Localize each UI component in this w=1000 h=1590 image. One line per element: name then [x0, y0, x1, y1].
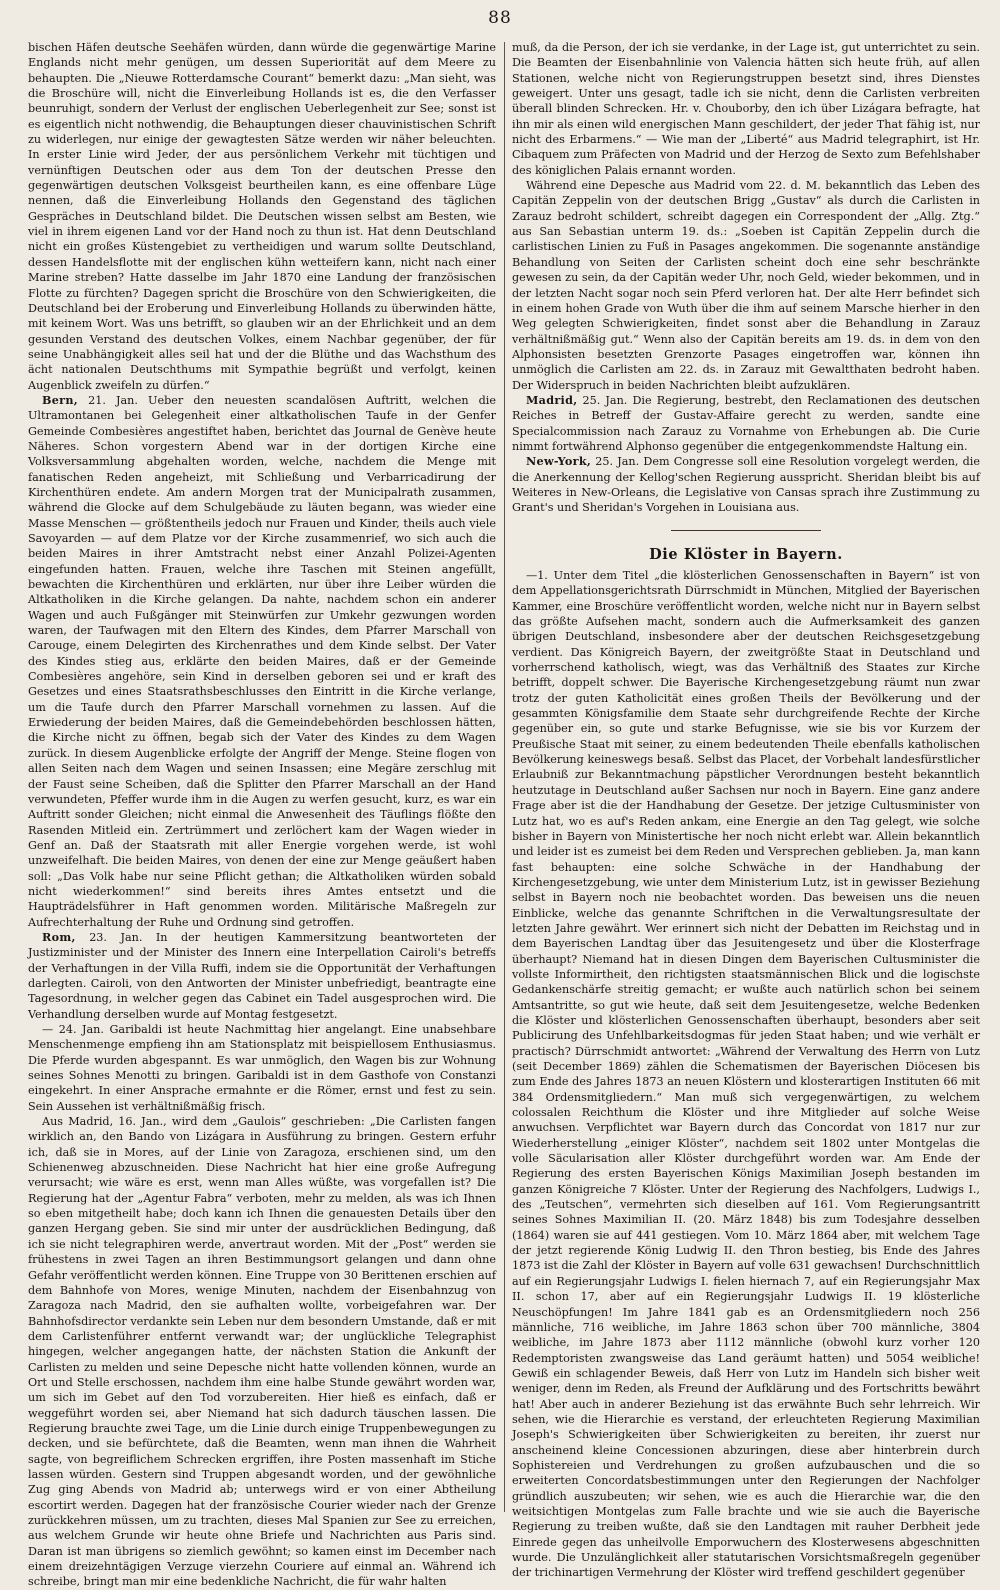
body-text: —1. Unter dem Titel „die klösterlichen Genossenschaften in Bayern“ ist von dem Appellationsgerichtsrath Dürrschmidt in München, Mitglied der Bayerischen Kammer, eine Broschüre veröffentlicht worden, welche nicht nur in Bayern selbst das größte Aufsehen macht, sondern auch die Aufmerksamkeit des ganzen übrigen Deutschland, insbesondere aber der deutschen Reichsgesetzgebung verdient. Das Königreich Bayern, der zweitgrößte Staat in Deutschland und vorherrschend katholisch, wiegt, was das Verhältniß des Staates zur Kirche betrifft, doppelt schwer. Die Bayerische Kirchengesetzgebung räumt nun zwar trotz der guten Katholicität eines großen Theils der Bevölkerung und der gesammten Königsfamilie dem Staate sehr durchgreifende Rechte der Kirche gegenüber ein, so gute und starke Befugnisse, wie sie bis vor Kurzem der Preußische Staat mit seiner, zu einem bedeutenden Theile ebenfalls katholischen Bevölkerung keineswegs besaß. Selbst das Placet, der Vorbehalt landesfürstlicher Erlaubniß zur Bekanntmachung päpstlicher Verordnungen besteht bekanntlich heutzutage in Deutschland außer Sachsen nur noch in Bayern. Eine ganz andere Frage aber ist die der Handhabung der Gesetze. Der jetzige Cultusminister von Lutz hat, wo es auf's Reden ankam, eine Energie an den Tag gelegt, wie solche bisher in Bayern von Ministertische her noch nicht erlebt war. Allein bekanntlich und leider ist es zumeist bei dem Reden und Versprechen geblieben. Ja, man kann fast behaupten: eine solche Schwäche in der Handhabung der Kirchengesetzgebung, wie unter dem Ministerium Lutz, ist in gewisser Beziehung selbst in Bayern noch nie beobachtet worden. Das beweisen uns die neuen Einblicke, welche das genannte Schriftchen in die Verwaltungsresultate der letzten Jahre gewährt. Wer erinnert sich nicht der Debatten im Reichstag und in dem Bayerischen Landtag über das Jesuitengesetz und über die Klosterfrage überhaupt? Niemand hat in diesen Dingen dem Bayerischen Cultusminister die vollste Informirtheit, den richtigsten staatsmännischen Blick und die logischste Gedankenschärfe streitig gemacht; er wußte auch natürlich schon bei seinem Amtsantritte, so gut wie heute, daß seit dem Jesuitengesetze, welche Bedenken die Klöster und klösterlichen Genossenschaften überhaupt, besonders aber seit Publicirung des Unfehlbarkeitsdogmas für jeden Staat haben; und wie verhält er practisch? Dürrschmidt antwortet: „Während der Verwaltung des Herrn von Lutz (seit December 1869) zählen die Schematismen der Bayerischen Diöcesen bis zum Ende des Jahres 1873 an neuen Klöstern und klosterartigen Instituten 66 mit 384 Ordensmitgliedern.“ Man muß sich vergegenwärtigen, zu welchem colossalen Reichthum die Klöster und ihre Mitglieder auf solche Weise anwuchsen. Verpflichtet war Bayern durch das Concordat von 1817 nur zur Wiederherstellung „einiger Klöster“, nachdem seit 1802 unter Montgelas die volle Säcularisation aller Klöster durchgeführt worden war. Am Ende der Regierung des ersten Bayerischen Königs Maximilian Joseph bestanden im ganzen Königreiche 7 Klöster. Unter der Regierung des Nachfolgers, Ludwigs I., des „Teutschen“, vermehrten sich dieselben auf 161. Vom Regierungsantritt seines Sohnes Maximilian II. (20. März 1848) bis zum Todesjahre desselben (1864) waren sie auf 441 gestiegen. Vom 10. März 1864 aber, mit welchem Tage der jetzt regierende König Ludwig II. den Thron bestieg, bis Ende des Jahres 1873 ist die Zahl der Klöster in Bayern auf volle 631 gewachsen! Durchschnittlich auf ein Regierungsjahr Ludwigs I. fielen hiernach 7, auf ein Regierungsjahr Max II. schon 17, aber auf ein Regierungsjahr Ludwigs II. 19 klösterliche Neuschöpfungen! Im Jahre 1841 gab es an Ordensmitgliedern noch 256 männliche, 716 weibliche, im Jahre 1863 schon über 700 männliche, 3804 weibliche, im Jahre 1873 aber 1112 männliche (obwohl kurz vorher 120 Redemptoristen zwangsweise das Land geräumt hatten) und 5054 weibliche! Gewiß ein schlagender Beweis, daß Herr von Lutz im Handeln sich bisher weit weniger, denn im Reden, als Freund der Aufklärung und des Fortschritts bewährt hat! Aber auch in anderer Beziehung ist das erwähnte Buch sehr lehrreich. Wir sehen, wie die Hierarchie es verstand, der erleuchteten Regierung Maximilian Joseph's Schwierigkeiten über Schwierigkeiten zu bereiten, ihr zuerst nur anscheinend kleine Concessionen abzuringen, diese aber hinterbrein durch Sophistereien und Verdrehungen zu großen aufzubauschen und die so erweiterten Concordatsbestimmungen unter den Regierungen der Nachfolger gründlich auszubeuten; wir sehen, wie es auch die Hierarchie war, die den weitsichtigen Montgelas zum Falle brachte und wie sie auch die Bayerische Regierung zu treiben wußte, daß sie den Landtagen mit rauher Derbheit jede Einrede gegen das unheilvolle Emporwuchern des Klosterwesens abgeschnitten wurde. Die Unzulänglichkeit aller statutarischen Vorsichtsmaßregeln gegenüber der trichinartigen Vermehrung der Klöster wird treffend geschildert gegenüber [512, 569, 980, 1580]
dateline-date: 21. Jan. [88, 393, 138, 407]
left-column [28, 40, 496, 1589]
paragraph [512, 568, 980, 1581]
body-text: Aus Madrid, 16. Jan., wird dem „Gaulois“ geschrieben: „Die Carlisten fangen wirklich an, den Bando von Lizágara in Ausführung zu bringen. Gestern erfuhr ich, daß sie in Mores, auf der Linie von Zaragoza, erschienen sind, um den Schienenweg abzuschneiden. Diese Nachricht hat hier eine große Aufregung verursacht; wie wäre es erst, wenn man Alles wüßte, was vorgefallen ist? Die Regierung hat der „Agentur Fabra“ verboten, mehr zu melden, als was ich Ihnen so eben mitgetheilt habe; doch kann ich Ihnen die genauesten Details über den ganzen Hergang geben. Sie sind mir unter der ausdrücklichen Bedingung, daß ich sie nicht telegraphiren werde, anvertraut worden. Mit der „Post“ werden sie frühestens in zwei Tagen an ihren Bestimmungsort gelangen und dann ohne Gefahr veröffentlicht werden können. Eine Truppe von 30 Berittenen erschien auf dem Bahnhofe von Mores, wenige Minuten, nachdem der Eisenbahnzug von Zaragoza nach Madrid, den sie aufhalten wollte, vorbeigefahren war. Der Bahnhofsdirector verdankte sein Leben nur dem besondern Umstande, daß er mit dem Carlistenführer entfernt verwandt war; der unglückliche Telegraphist hingegen, welcher angegangen hatte, der nächsten Station die Ankunft der Carlisten zu melden und seine Depesche nicht hatte vollenden können, wurde an Ort und Stelle erschossen, nachdem ihm eine halbe Stunde gewährt worden war, um sich im Gebet auf den Tod vorzubereiten. Hier hieß es einfach, daß er weggeführt worden sei, aber Niemand hat sich dadurch täuschen lassen. Die Regierung brauchte zwei Tage, um die Linie durch einige Truppenbewegungen zu decken, und sie befürchtete, daß die Beamten, wenn man ihnen die Wahrheit sagte, von begreiflichem Schrecken ergriffen, ihre Posten massenhaft im Stiche lassen würden. Gestern sind Truppen abgesandt worden, und der gewöhnliche Zug ging Abends von Madrid ab; unterwegs wird er von einer Abtheilung escortirt werden. Dagegen hat der französische Courier wieder nach der Grenze zurückkehren müssen, um zu trachten, dieses Mal Spanien zur See zu erreichen, aus welchem Grunde wir heute ohne Briefe und Nachrichten aus Paris sind. Daran ist man übrigens so ziemlich gewöhnt; so kamen einst im December nach einem dreizehntägigen Verzuge vierzehn Couriere auf einmal an. Während ich schreibe, bringt man mir eine bedenkliche Nachricht, die für wahr halten [28, 1115, 496, 1589]
news-item [512, 393, 980, 454]
body-text: In der heutigen Kammersitzung beantworteten der Justizminister und der Minister des Innern eine Interpellation Cairoli's betreffs der Verhaftungen in der Villa Ruffi, indem sie die Opportunität der Verhaftungen darlegten. Cairoli, von den Antworten der Minister unbefriedigt, beantragte eine Tagesordnung, in welcher gegen das Cabinet ein Tadel ausgesprochen wird. Die Verhandlung derselben wurde auf Montag festgesetzt. [28, 930, 496, 1021]
body-text: Ueber den neuesten scandalösen Auftritt, welchen die Ultramontanen bei Gelegenheit einer altkatholischen Taufe in der Genfer Gemeinde Combesières angestiftet haben, berichtet das Journal de Genève heute Näheres. Schon vorgestern Abend war in der dortigen Kirche eine Volksversammlung abgehalten worden, welche, nachdem die Menge mit fanatischen Reden angeheizt, mit Schließung und Verbarricadirung der Kirchenthüren endete. Am andern Morgen trat der Municipalrath zusammen, während die Glocke auf dem Schulgebäude zu läuten begann, was wieder eine Masse Menschen — größtentheils jedoch nur Frauen und Kinder, theils auch viele Savoyarden — auf dem Platze vor der Kirche zusammenrief, wo sich auch die beiden Maires in ihrer Amtstracht nebst einer Anzahl Polizei-Agenten eingefunden hatten. Frauen, welche ihre Taschen mit Steinen angefüllt, bewachten die Kirchenthüren und erklärten, nur über ihre Leiber würden die Altkatholiken in die Kirche gelangen. Da nahte, nachdem schon ein anderer Wagen und auch Fußgänger mit Steinwürfen zur Umkehr gezwungen worden waren, der Taufwagen mit den Eltern des Kindes, dem Pfarrer Marschall von Carouge, einem Delegirten des Kirchenrathes und dem Kinde selbst. Der Vater des Kindes stieg aus, erklärte den beiden Maires, daß er der Gemeinde Combesières angehöre, sein Kind in derselben geboren sei und er kraft des Gesetzes und eines Staatsrathsbeschlusses den Eintritt in die Kirche verlange, um die Taufe durch den Pfarrer Marschall vornehmen zu lassen. Auf die Erwiederung der beiden Maires, daß die Gemeindebehörden beschlossen hätten, die Kirche nicht zu öffnen, begab sich der Vater des Kindes zu dem Wagen zurück. In diesem Augenblicke erfolgte der Angriff der Menge. Steine flogen von allen Seiten nach dem Wagen und seinen Insassen; eine Megäre zerschlug mit der Faust seine Scheiben, daß die Splitter den Pfarrer Marschall an der Hand verwundeten, Pfeffer wurde ihm in die Augen zu werfen gesucht, kurz, es war ein Auftritt sonder Gleichen; nicht einmal die Anwesenheit des Täuflings flößte den Rasenden Mitleid ein. Zertrümmert und zerlöchert kam der Wagen wieder in Genf an. Daß der Staatsrath mit aller Energie vorgehen werde, ist wohl unzweifelhaft. Die beiden Maires, von denen der eine zur Menge geäußert haben soll: „Das Volk habe nur seine Pflicht gethan; die Altkatholiken würden sobald nicht wiederkommen!“ sind bereits ihres Amtes entsetzt und die Haupträdelsführer in Haft genommen worden. Militärische Maßregeln zur Aufrechterhaltung der Ruhe und Ordnung sind getroffen. [28, 393, 496, 929]
body-text: muß, da die Person, der ich sie verdanke, in der Lage ist, gut unterrichtet zu sein. Die Beamten der Eisenbahnlinie von Valencia hätten sich heute früh, auf allen Stationen, welche nicht von Regierungstruppen besetzt sind, ihres Dienstes geweigert. Unter uns gesagt, tadle ich sie nicht, denn die Carlisten verbreiten überall blinden Schrecken. Hr. v. Chouborby, den ich über Lizágara befragte, hat ihn mir als einen wild energischen Mann geschildert, der jeder That fähig ist, nur nicht des Erbarmens.“ — Wie man der „Liberté“ aus Madrid telegraphirt, ist Hr. Cibaquem zum Präfecten von Madrid und der Herzog de Sexto zum Befehlshaber des königlichen Palais ernannt worden. [512, 41, 980, 177]
body-text: Während eine Depesche aus Madrid vom 22. d. M. bekanntlich das Leben des Capitän Zeppelin von der deutschen Brigg „Gustav“ als durch die Carlisten in Zarauz bedroht schildert, schreibt dagegen ein Correspondent der „Allg. Ztg.“ aus San Sebastian unterm 19. ds.: „Soeben ist Capitän Zeppelin durch die carlistischen Linien zu Fuß in Pasages angekommen. Die sogenannte anständige Behandlung von Seiten der Carlisten scheint doch eine sehr beschränkte gewesen zu sein, da der Capitän weder Uhr, noch Geld, wieder bekommen, und in der letzten Nacht sogar noch sein Pferd verloren hat. Der alte Herr befindet sich in einem hohen Grade von Wuth über die ihm auf seinem Marsche hierher in den Weg gelegten Schwierigkeiten, findet sonst aber die Behandlung in Zarauz verhältnißmäßig gut.“ Wenn also der Capitän bereits am 19. ds. in dem von den Alphonsisten besetzten Grenzorte Pasages eingetroffen war, können ihn unmöglich die Carlisten am 22. ds. in Zarauz mit Gewaltthaten bedroht haben. Der Widerspruch in beiden Nachrichten bleibt aufzuklären. [512, 179, 980, 392]
body-text: bischen Häfen deutsche Seehäfen würden, dann würde die gegenwärtige Marine Englands nicht mehr genügen, um dessen Superiorität auf dem Meere zu behaupten. Die „Nieuwe Rotterdamsche Courant“ bemerkt dazu: „Man sieht, was die Broschüre will, nicht die Einverleibung Hollands ist es, die den Verfasser beunruhigt, sondern der Verlust der englischen Ueberlegenheit zur See; sonst ist es eigentlich nicht nothwendig, die Behauptungen dieser chauvinistischen Schrift zu widerlegen, nur einige der gewagtesten Sätze werden wir näher beleuchten. In erster Linie wird Jeder, der aus persönlichem Verkehr mit tüchtigen und vernünftigen Deutschen oder aus dem Ton der deutschen Presse den gegenwärtigen deutschen Volksgeist beurtheilen kann, es eine offenbare Lüge nennen, daß die Einverleibung Hollands den Gegenstand des täglichen Gespräches in Deutschland bildet. Die Deutschen wissen selbst am Besten, wie viel in ihrem eigenen Land vor der Hand noch zu thun ist. Hat denn Deutschland nicht ein großes Küstengebiet zu vertheidigen und warum sollte Deutschland, dessen Handelsflotte mit der englischen kühn wetteifern kann, nicht nach einer Marine streben? Hatte dasselbe im Jahr 1870 eine Landung der französischen Flotte zu fürchten? Dagegen spricht die Broschüre von den Schwierigkeiten, die Deutschland bei der Eroberung und Einverleibung Hollands zu überwinden hätte, mit keinem Wort. Was uns betrifft, so glauben wir an der Ehrlichkeit und an dem gesunden Verstand des deutschen Volkes, einem Nachbar gegenüber, der für seine Unabhängigkeit alles seil hat und der die Blüthe und das Wachsthum des ächt nationalen Deutschthums mit Sympathie begrüßt und verfolgt, keinen Augenblick zweifeln zu dürfen.“ [28, 41, 496, 392]
body-text: Dem Congresse soll eine Resolution vorgelegt werden, die die Anerkennung der Kellog'schen Regierung ausspricht. Sheridan bleibt bis auf Weiteres in New-Orleans, die Legislative von Cansas sprach ihre Zustimmung zu Grant's und Sheridan's Vorgehen in Louisiana aus. [512, 455, 981, 515]
article-headline: Die Klöster in Bayern. [649, 545, 843, 563]
news-item [28, 393, 496, 930]
dateline-date: 25. Jan. [595, 455, 640, 469]
right-column [512, 40, 981, 1580]
dateline-place: Bern, [42, 392, 78, 407]
dateline-date: 23. Jan. [89, 930, 143, 944]
paragraph [28, 1114, 496, 1590]
dateline-place: Madrid, [526, 392, 578, 407]
continued-paragraph [512, 40, 980, 178]
dateline-date: 25. Jan. [582, 393, 628, 407]
dateline-place: Rom, [42, 929, 76, 944]
dateline-place: New-York, [526, 454, 592, 469]
column-divider [504, 42, 505, 1512]
news-item [512, 454, 980, 515]
news-item [28, 930, 496, 1022]
page-number: 88 [488, 8, 512, 28]
paragraph [512, 178, 980, 393]
continued-paragraph [28, 40, 496, 393]
section-separator [671, 530, 821, 531]
body-text: Die Regierung, bestrebt, den Reclamationen des deutschen Reiches in Betreff der Gustav-Affaire gerecht zu werden, sandte eine Specialcommission nach Zarauz zu Vornahme von Erhebungen ab. Die Curie nimmt fortwährend Alphonso gegenüber die entgegenkommendste Haltung ein. [512, 393, 981, 453]
body-text: — 24. Jan. Garibaldi ist heute Nachmittag hier angelangt. Eine unabsehbare Menschenmenge empfieng ihn am Stationsplatz mit beispiellosem Enthusiasmus. Die Pferde wurden abgespannt. Es war unmöglich, den Wagen bis zur Wohnung seines Sohnes Menotti zu bringen. Garibaldi ist in dem Gasthofe von Constanzi eingekehrt. In einer Ansprache ermahnte er die Römer, ernst und fest zu sein. Sein Aussehen ist verhältnißmäßig frisch. [28, 1023, 496, 1113]
columns [28, 40, 981, 1589]
paragraph [28, 1022, 496, 1114]
